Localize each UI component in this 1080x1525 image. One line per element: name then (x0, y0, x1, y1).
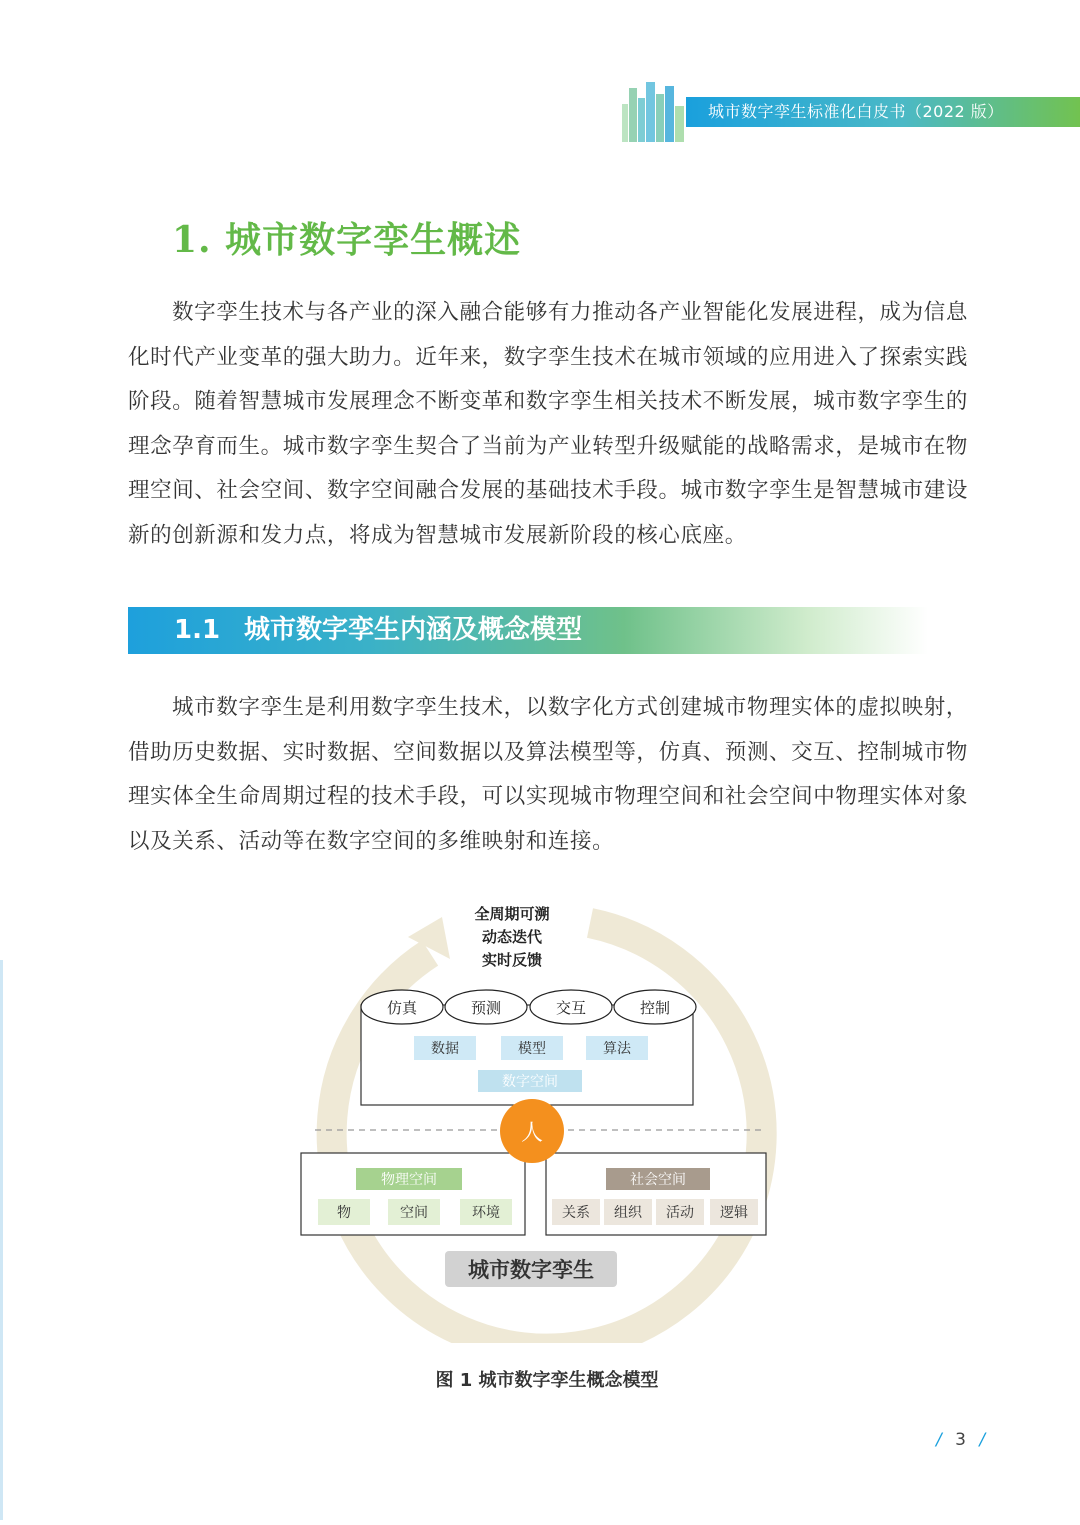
physical-item-label: 空间 (400, 1205, 428, 1221)
person-label: 人 (520, 1121, 544, 1146)
left-edge-line (0, 960, 3, 1520)
cycle-label: 实时反馈 (481, 951, 543, 969)
cycle-label: 全周期可溯 (474, 905, 550, 923)
chapter-title: 1. 城市数字孪生概述 (172, 219, 522, 261)
page-number (936, 1430, 985, 1450)
physical-space-label: 物理空间 (381, 1172, 437, 1188)
section-number: 1.1 (174, 615, 221, 645)
concept-model-diagram (290, 893, 790, 1343)
header-banner: 城市数字孪生标准化白皮书（2022 版） (686, 97, 1080, 127)
digital-space-label: 数字空间 (502, 1074, 558, 1090)
digital-item-label: 模型 (518, 1041, 546, 1057)
function-label: 预测 (470, 999, 502, 1017)
chapter-paragraph: 数字孪生技术与各产业的深入融合能够有力推动各产业智能化发展进程，成为信息化时代产业变革的强大助力。近年来，数字孪生技术在城市领域的应用进入了探索实践阶段。随着智慧城市发展理念不断变革和数字孪生相关技术不断发展，城市数字孪生的理念孕育而生。城市数字孪生契合了当前为产业转型升级赋能的战略需求，是城市在物理空间、社会空间、数字空间融合发展的基础技术手段。城市数字孪生是智慧城市建设新的创新源和发力点，将成为智慧城市发展新阶段的核心底座。 (128, 300, 968, 548)
slash-icon: / (979, 1430, 986, 1450)
digital-item-label: 算法 (603, 1041, 631, 1057)
section-heading (128, 607, 928, 654)
physical-item-label: 环境 (472, 1205, 500, 1221)
section-title: 城市数字孪生内涵及概念模型 (244, 615, 583, 645)
center-label: 城市数字孪生 (468, 1258, 594, 1282)
physical-item-label: 物 (337, 1205, 351, 1221)
social-item-label: 活动 (666, 1205, 694, 1221)
digital-item-label: 数据 (431, 1041, 459, 1057)
social-item-label: 逻辑 (720, 1205, 748, 1221)
page-number-value: 3 (955, 1430, 966, 1450)
cycle-label: 动态迭代 (481, 928, 543, 946)
function-label: 控制 (639, 999, 671, 1017)
function-label: 交互 (555, 999, 587, 1017)
slash-icon: / (936, 1430, 942, 1450)
social-item-label: 组织 (614, 1205, 642, 1221)
function-label: 仿真 (386, 999, 418, 1017)
figure-caption: 图 1 城市数字孪生概念模型 (435, 1370, 659, 1391)
city-skyline-icon (620, 76, 686, 142)
social-item-label: 关系 (562, 1205, 590, 1221)
social-space-label: 社会空间 (630, 1172, 686, 1188)
section-paragraph: 城市数字孪生是利用数字孪生技术，以数字化方式创建城市物理实体的虚拟映射，借助历史数据、实时数据、空间数据以及算法模型等，仿真、预测、交互、控制城市物理实体全生命周期过程的技术手段，可以实现城市物理空间和社会空间中物理实体对象以及关系、活动等在数字空间的多维映射和连接。 (128, 695, 968, 854)
